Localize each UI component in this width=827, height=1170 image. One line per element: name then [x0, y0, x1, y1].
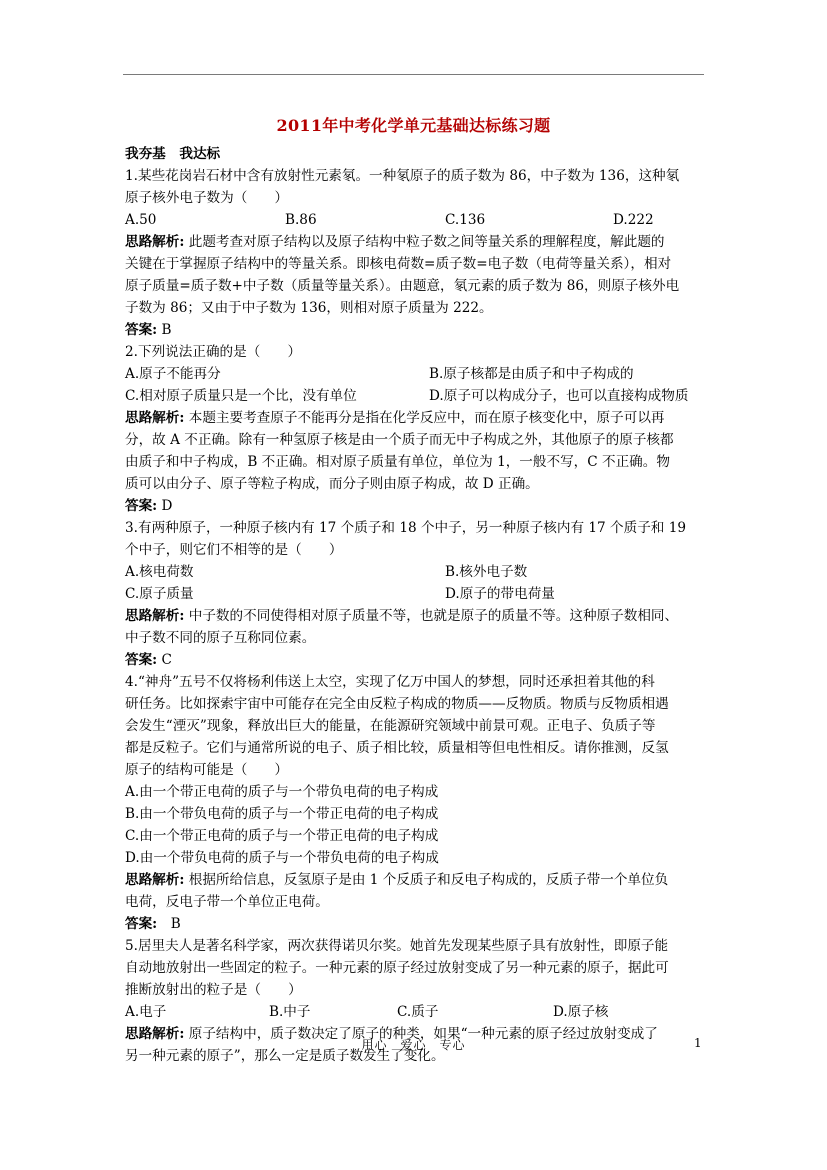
q4-option-a: A.由一个带正电荷的质子与一个带负电荷的电子构成 [125, 784, 439, 800]
q2-options-row-1 [125, 363, 710, 385]
header-rule [123, 74, 704, 75]
q5-options [125, 1001, 710, 1023]
q1-stem-line-2: 原子核外电子数为（ ） [125, 190, 289, 206]
document-title: 2011年中考化学单元基础达标练习题 [276, 116, 551, 135]
q2-analysis-line-2: 分，故 A 不正确。除有一种氢原子核是由一个质子而无中子构成之外，其他原子的原子核都 [125, 432, 674, 448]
answer-label: 答案: [125, 322, 158, 338]
q5-stem-line-2: 自动地放射出一些固定的粒子。一种元素的原子经过放射变成了另一种元素的原子，据此可 [125, 960, 669, 976]
q1-option-c: C.136 [445, 212, 486, 228]
q4-stem-line-1: 4.“神舟”五号不仅将杨利伟送上太空，实现了亿万中国人的梦想，同时还承担着其他的科 [125, 674, 655, 690]
analysis-label: 思路解析: [125, 608, 185, 624]
q2-options-row-2 [125, 385, 710, 407]
q3-stem-line-2: 个中子，则它们不相等的是（ ） [125, 542, 343, 558]
q2-option-c: C.相对原子质量只是一个比，没有单位 [125, 388, 357, 404]
q5-option-c: C.质子 [397, 1004, 439, 1020]
q4-option-b: B.由一个带负电荷的质子与一个带正电荷的电子构成 [125, 806, 439, 822]
analysis-label: 思路解析: [125, 1026, 185, 1042]
q4-option-c: C.由一个带正电荷的质子与一个带正电荷的电子构成 [125, 828, 439, 844]
q5-option-a: A.电子 [125, 1004, 167, 1020]
q4-option-d: D.由一个带负电荷的质子与一个带负电荷的电子构成 [125, 850, 439, 866]
q5-option-d: D.原子核 [553, 1004, 609, 1020]
answer-label: 答案: [125, 498, 158, 514]
q3-analysis-line-2: 中子数不同的原子互称同位素。 [125, 630, 316, 646]
q2-analysis-line-3: 由质子和中子构成，B 不正确。相对原子质量有单位，单位为 1，一般不写，C 不正确。物 [125, 454, 670, 470]
q2-answer: 答案: D [125, 498, 173, 514]
q2-option-a: A.原子不能再分 [125, 366, 221, 382]
q2-option-d: D.原子可以构成分子，也可以直接构成物质 [429, 388, 689, 404]
q5-option-b: B.中子 [269, 1004, 311, 1020]
q1-analysis-line-4: 子数为 86；又由于中子数为 136，则相对原子质量为 222。 [125, 300, 493, 316]
q3-options-row-2 [125, 583, 710, 605]
q1-analysis-line-1: 思路解析: 此题考查对原子结构以及原子结构中粒子数之间等量关系的理解程度，解此题的 [125, 234, 665, 250]
q3-option-d: D.原子的带电荷量 [445, 586, 555, 602]
q1-analysis-line-3: 原子质量=质子数+中子数（质量等量关系）。由题意，氡元素的质子数为 86，则原子核外电 [125, 278, 680, 294]
q4-stem-line-4: 都是反粒子。它们与通常所说的电子、质子相比较，质量相等但电性相反。请你推测，反氢 [125, 740, 669, 756]
q3-option-c: C.原子质量 [125, 586, 194, 602]
document-body [125, 143, 710, 1067]
q1-analysis-line-2: 关键在于掌握原子结构中的等量关系。即核电荷数=质子数=电子数（电荷等量关系），相对 [125, 256, 672, 272]
q3-option-a: A.核电荷数 [125, 564, 194, 580]
q4-answer: 答案: B [125, 916, 181, 932]
q1-option-b: B.86 [285, 212, 317, 228]
q1-option-d: D.222 [613, 212, 654, 228]
q4-stem-line-3: 会发生“湮灭”现象，释放出巨大的能量，在能源研究领域中前景可观。正电子、负质子等 [125, 718, 656, 734]
footer-motto: 用心 爱心 专心 [361, 1038, 466, 1052]
q1-option-a: A.50 [125, 212, 157, 228]
q2-stem-line-1: 2.下列说法正确的是（ ） [125, 344, 302, 360]
q3-option-b: B.核外电子数 [445, 564, 528, 580]
section-heading: 我夯基 我达标 [125, 146, 221, 162]
analysis-label: 思路解析: [125, 234, 185, 250]
analysis-label: 思路解析: [125, 872, 185, 888]
q5-stem-line-3: 推断放射出的粒子是（ ） [125, 982, 302, 998]
q4-analysis-line-2: 电荷，反电子带一个单位正电荷。 [125, 894, 329, 910]
page-number: 1 [694, 1036, 702, 1050]
q1-options [125, 209, 710, 231]
q4-stem-line-2: 研任务。比如探索宇宙中可能存在完全由反粒子构成的物质——反物质。物质与反物质相遇 [125, 696, 669, 712]
q3-stem-line-1: 3.有两种原子，一种原子核内有 17 个质子和 18 个中子，另一种原子核内有 17 个质子和 19 [125, 520, 686, 536]
q3-answer: 答案: C [125, 652, 172, 668]
answer-label: 答案: [125, 652, 158, 668]
q5-analysis-line-1: 思路解析: 原子结构中，质子数决定了原子的种类，如果“一种元素的原子经过放射变成了 [125, 1026, 658, 1042]
q2-analysis-line-4: 质可以由分子、原子等粒子构成，而分子则由原子构成，故 D 正确。 [125, 476, 539, 492]
q1-stem-line-1: 1.某些花岗岩石材中含有放射性元素氡。一种氡原子的质子数为 86，中子数为 136，这种氡 [125, 168, 680, 184]
q5-stem-line-1: 5.居里夫人是著名科学家，两次获得诺贝尔奖。她首先发现某些原子具有放射性，即原子能 [125, 938, 669, 954]
q4-stem-line-5: 原子的结构可能是（ ） [125, 762, 289, 778]
q3-options-row-1 [125, 561, 710, 583]
analysis-label: 思路解析: [125, 410, 185, 426]
answer-label: 答案: [125, 916, 158, 932]
q2-analysis-line-1: 思路解析: 本题主要考查原子不能再分是指在化学反应中，而在原子核变化中，原子可以再 [125, 410, 665, 426]
q3-analysis-line-1: 思路解析: 中子数的不同使得相对原子质量不等，也就是原子的质量不等。这种原子数相同、 [125, 608, 679, 624]
q2-option-b: B.原子核都是由质子和中子构成的 [429, 366, 634, 382]
q4-analysis-line-1: 思路解析: 根据所给信息，反氢原子是由 1 个反质子和反电子构成的，反质子带一个单位负 [125, 872, 669, 888]
q5-analysis-line-2: 另一种元素的原子”，那么一定是质子数发生了变化。 [125, 1048, 445, 1064]
q1-answer: 答案: B [125, 322, 172, 338]
